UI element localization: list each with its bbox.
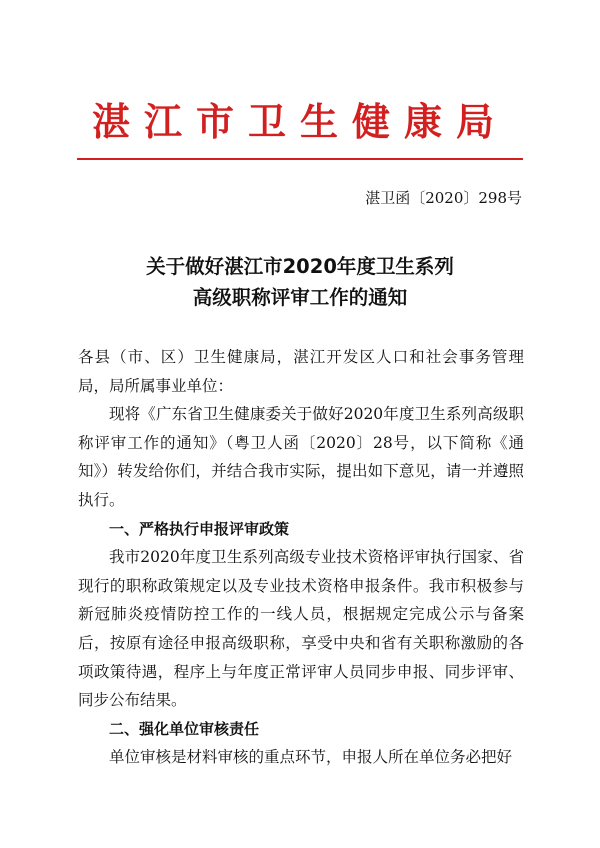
issuer-letterhead: 湛江市卫生健康局	[91, 99, 508, 144]
letterhead-red-divider	[77, 158, 523, 160]
document-body	[78, 343, 524, 772]
section-2-heading: 二、强化单位审核责任	[109, 719, 260, 738]
document-title-line-1: 关于做好湛江市2020年度卫生系列	[146, 255, 454, 278]
section-2-paragraph: 单位审核是材料审核的重点环节，申报人所在单位务必把好	[109, 748, 513, 767]
addressee-paragraph: 各县（市、区）卫生健康局，湛江开发区人口和社会事务管理局，局所属事业单位：	[78, 348, 524, 395]
document-title	[0, 251, 600, 313]
intro-paragraph: 现将《广东省卫生健康委关于做好2020年度卫生系列高级职称评审工作的通知》（粤卫人函〔2020〕28号，以下简称《通知》）转发给你们，并结合我市实际，提出如下意见，请一并遵照执行。	[78, 405, 524, 509]
document-title-line-2: 高级职称评审工作的通知	[192, 286, 408, 309]
section-1-heading: 一、严格执行申报评审政策	[109, 519, 290, 538]
document-number: 湛卫函〔2020〕298号	[365, 189, 522, 207]
section-1-paragraph: 我市2020年度卫生系列高级专业技术资格评审执行国家、省现行的职称政策规定以及专业技术资格申报条件。我市积极参与新冠肺炎疫情防控工作的一线人员，根据规定完成公示与备案后，按原有途径申报高级职称，享受中央和省有关职称激励的各项政策待遇，程序上与年度正常评审人员同步申报、同步评审、同步公布结果。	[78, 548, 524, 710]
